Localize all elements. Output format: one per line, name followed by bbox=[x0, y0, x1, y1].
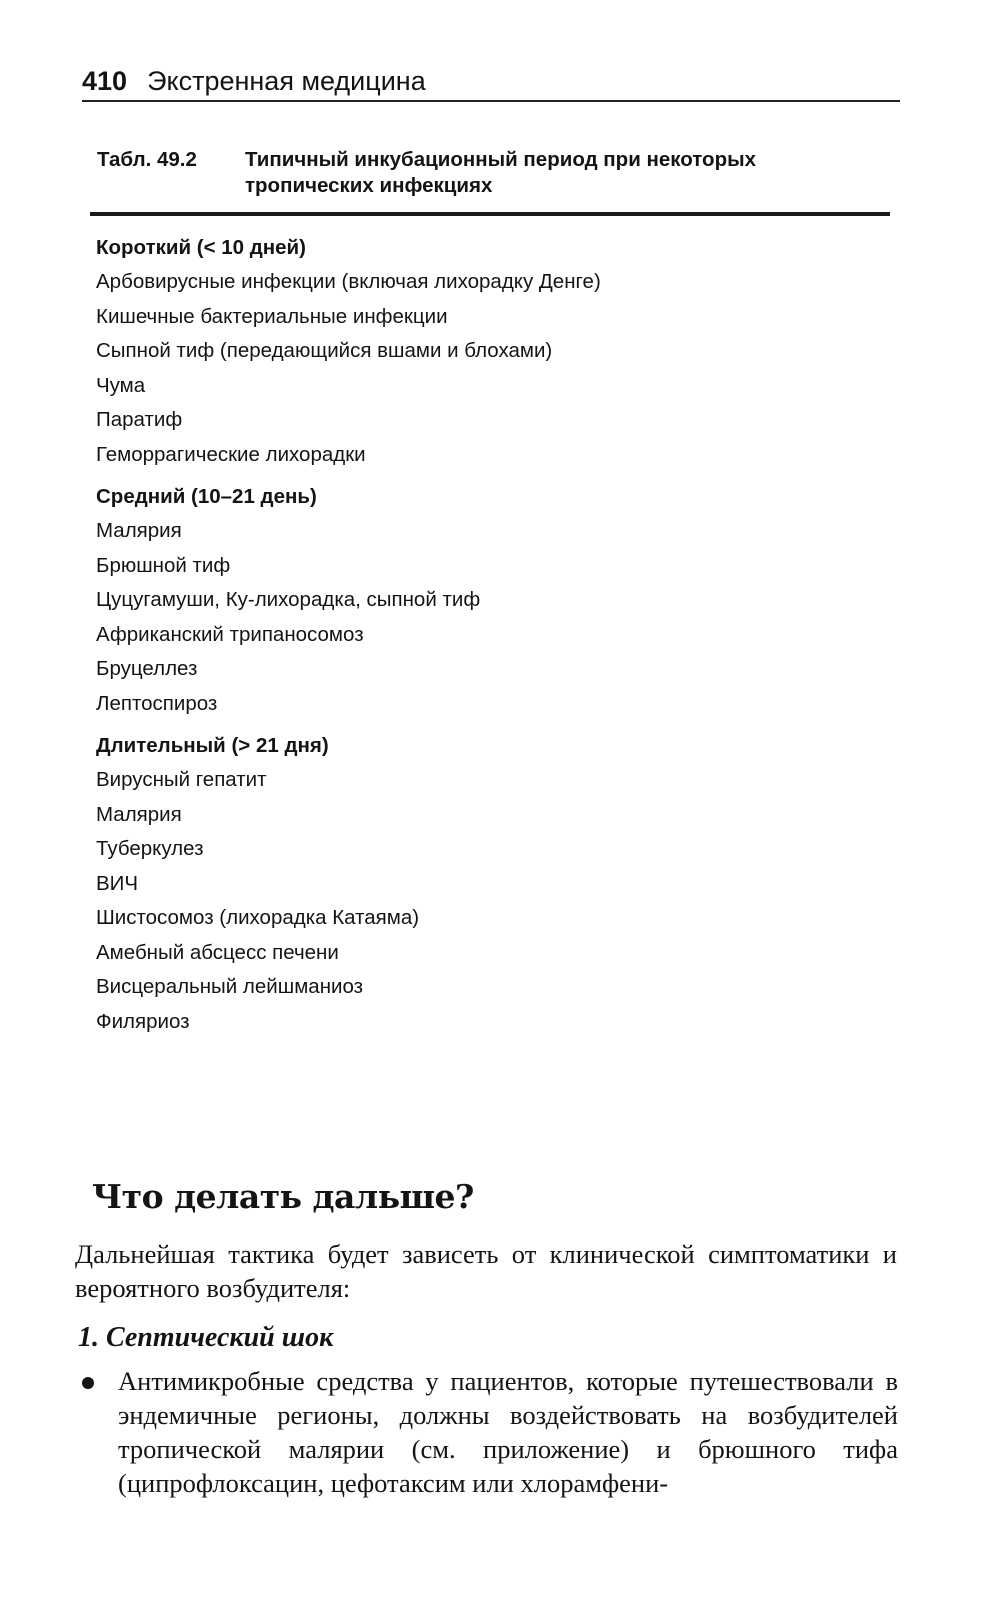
group-long bbox=[96, 729, 876, 1039]
table-title: Типичный инкубационный период при некоторых тропических инфекциях bbox=[245, 148, 756, 197]
table-row: Сыпной тиф (передающийся вшами и блохами) bbox=[96, 339, 553, 362]
table-row: Кишечные бактериальные инфекции bbox=[96, 304, 448, 328]
table-row: Висцеральный лейшманиоз bbox=[96, 975, 364, 998]
table-row: Чума bbox=[96, 373, 146, 397]
table-row: Бруцеллез bbox=[96, 657, 198, 680]
table-row: ВИЧ bbox=[96, 871, 139, 895]
table-row: Арбовирусные инфекции (включая лихорадку Денге) bbox=[96, 270, 601, 293]
table-row: Брюшной тиф bbox=[96, 553, 231, 577]
header-rule bbox=[82, 100, 900, 102]
section-heading: Что делать дальше? bbox=[92, 1177, 474, 1216]
table-row: Амебный абсцесс печени bbox=[96, 940, 339, 964]
bullet-icon bbox=[82, 1377, 94, 1389]
page-number: 410 bbox=[82, 66, 128, 96]
incubation-table bbox=[96, 231, 876, 1047]
running-head bbox=[82, 62, 900, 102]
subheading-septic-shock: 1. Септический шок bbox=[78, 1322, 334, 1353]
table-row: Малярия bbox=[96, 802, 182, 826]
intro-paragraph: Дальнейшая тактика будет зависеть от клинической симптоматики и вероятного возбудителя: bbox=[75, 1239, 897, 1303]
group-title: Короткий (< 10 дней) bbox=[96, 236, 306, 259]
bullet-text: Антимикробные средства у пациентов, которые путешествовали в эндемичные регионы, должны воздействовать на возбудителей тропической малярии (см. приложение) и брюшного тифа (ципрофлоксацин, цефотаксим или хлорамфени- bbox=[118, 1366, 898, 1498]
table-row: Шистосомоз (лихорадка Катаяма) bbox=[96, 906, 420, 929]
table-row: Лептоспироз bbox=[96, 691, 218, 715]
table-label: Табл. 49.2 bbox=[97, 148, 197, 171]
table-row: Паратиф bbox=[96, 408, 183, 431]
table-row: Малярия bbox=[96, 519, 182, 542]
book-title: Экстренная медицина bbox=[147, 66, 426, 96]
table-row: Африканский трипаносомоз bbox=[96, 622, 364, 646]
group-title: Средний (10–21 день) bbox=[96, 485, 317, 508]
table-top-rule bbox=[90, 212, 890, 216]
group-title: Длительный (> 21 дня) bbox=[96, 734, 329, 757]
table-row: Цуцугамуши, Ку-лихорадка, сыпной тиф bbox=[96, 588, 481, 611]
group-short bbox=[96, 231, 876, 472]
table-row: Филяриоз bbox=[96, 1009, 190, 1033]
group-medium bbox=[96, 480, 876, 721]
table-row: Вирусный гепатит bbox=[96, 768, 267, 791]
table-row: Геморрагические лихорадки bbox=[96, 442, 366, 466]
table-row: Туберкулез bbox=[96, 837, 204, 860]
